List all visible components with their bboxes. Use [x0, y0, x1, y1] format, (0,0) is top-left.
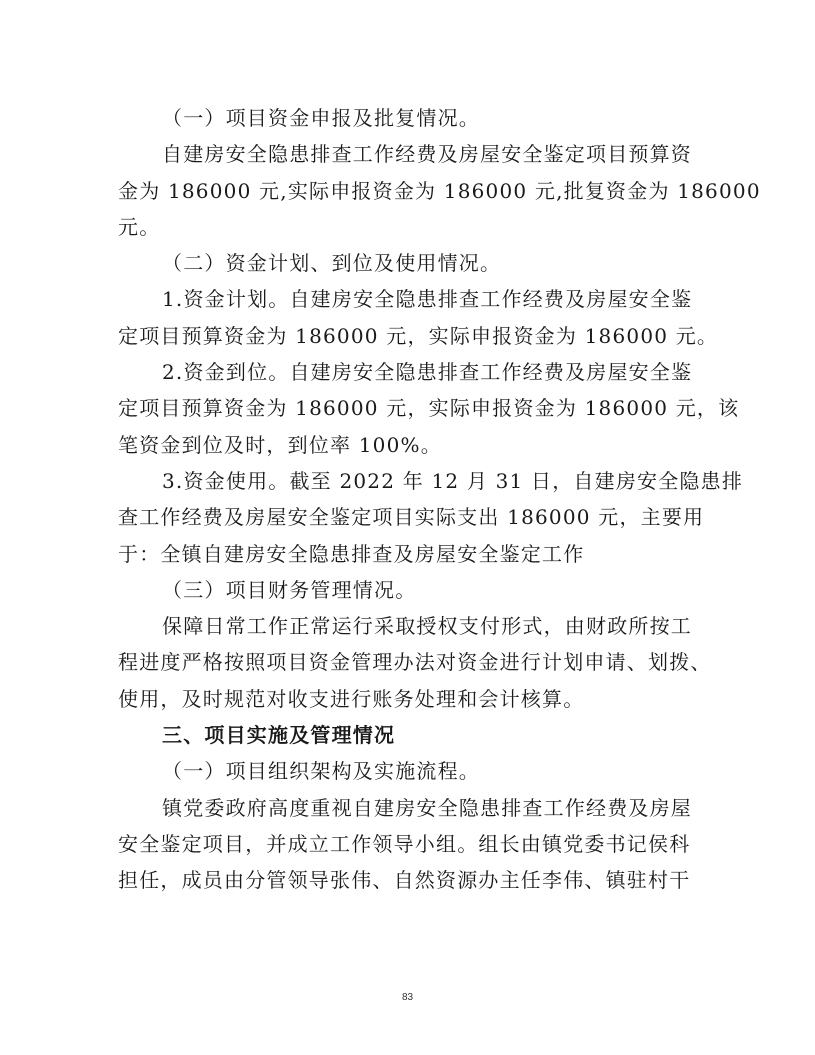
paragraph-line: 定项目预算资金为 186000 元，实际申报资金为 186000 元。 — [118, 323, 719, 348]
page-number: 83 — [401, 992, 414, 1003]
paragraph-line: 定项目预算资金为 186000 元，实际申报资金为 186000 元，该 — [118, 396, 740, 421]
paragraph-line: （一）项目组织架构及实施流程。 — [162, 759, 480, 784]
paragraph-line: 安全鉴定项目，并成立工作领导小组。组长由镇党委书记侯科 — [118, 831, 691, 856]
document-body — [118, 100, 761, 899]
paragraph-line: 保障日常工作正常运行采取授权支付形式，由财政所按工 — [162, 614, 692, 639]
paragraph-line: 元。 — [118, 214, 161, 239]
paragraph-line: 程进度严格按照项目资金管理办法对资金进行计划申请、划拨、 — [118, 650, 712, 675]
paragraph-line: （二）资金计划、到位及使用情况。 — [162, 251, 502, 276]
paragraph-line: （三）项目财务管理情况。 — [162, 577, 417, 602]
paragraph-line: 查工作经费及房屋安全鉴定项目实际支出 186000 元，主要用 — [118, 505, 705, 530]
section-heading: 三、项目实施及管理情况 — [162, 723, 396, 748]
paragraph-line: 1.资金计划。自建房安全隐患排查工作经费及房屋安全鉴 — [162, 287, 693, 312]
paragraph-line: 笔资金到位及时，到位率 100%。 — [118, 432, 442, 457]
paragraph-line: 金为 186000 元,实际申报资金为 186000 元,批复资金为 186000 — [118, 178, 761, 203]
paragraph-line: 2.资金到位。自建房安全隐患排查工作经费及房屋安全鉴 — [162, 360, 693, 385]
paragraph-line: 镇党委政府高度重视自建房安全隐患排查工作经费及房屋 — [162, 795, 692, 820]
paragraph-line: 于：全镇自建房安全隐患排查及房屋安全鉴定工作 — [118, 541, 585, 566]
paragraph-line: 使用，及时规范对收支进行账务处理和会计核算。 — [118, 686, 585, 711]
paragraph-line: 3.资金使用。截至 2022 年 12 月 31 日，自建房安全隐患排 — [162, 468, 744, 493]
paragraph-line: 担任，成员由分管领导张伟、自然资源办主任李伟、镇驻村干 — [118, 868, 691, 893]
paragraph-line: 自建房安全隐患排查工作经费及房屋安全鉴定项目预算资 — [162, 142, 692, 167]
paragraph-line: （一）项目资金申报及批复情况。 — [162, 106, 480, 130]
